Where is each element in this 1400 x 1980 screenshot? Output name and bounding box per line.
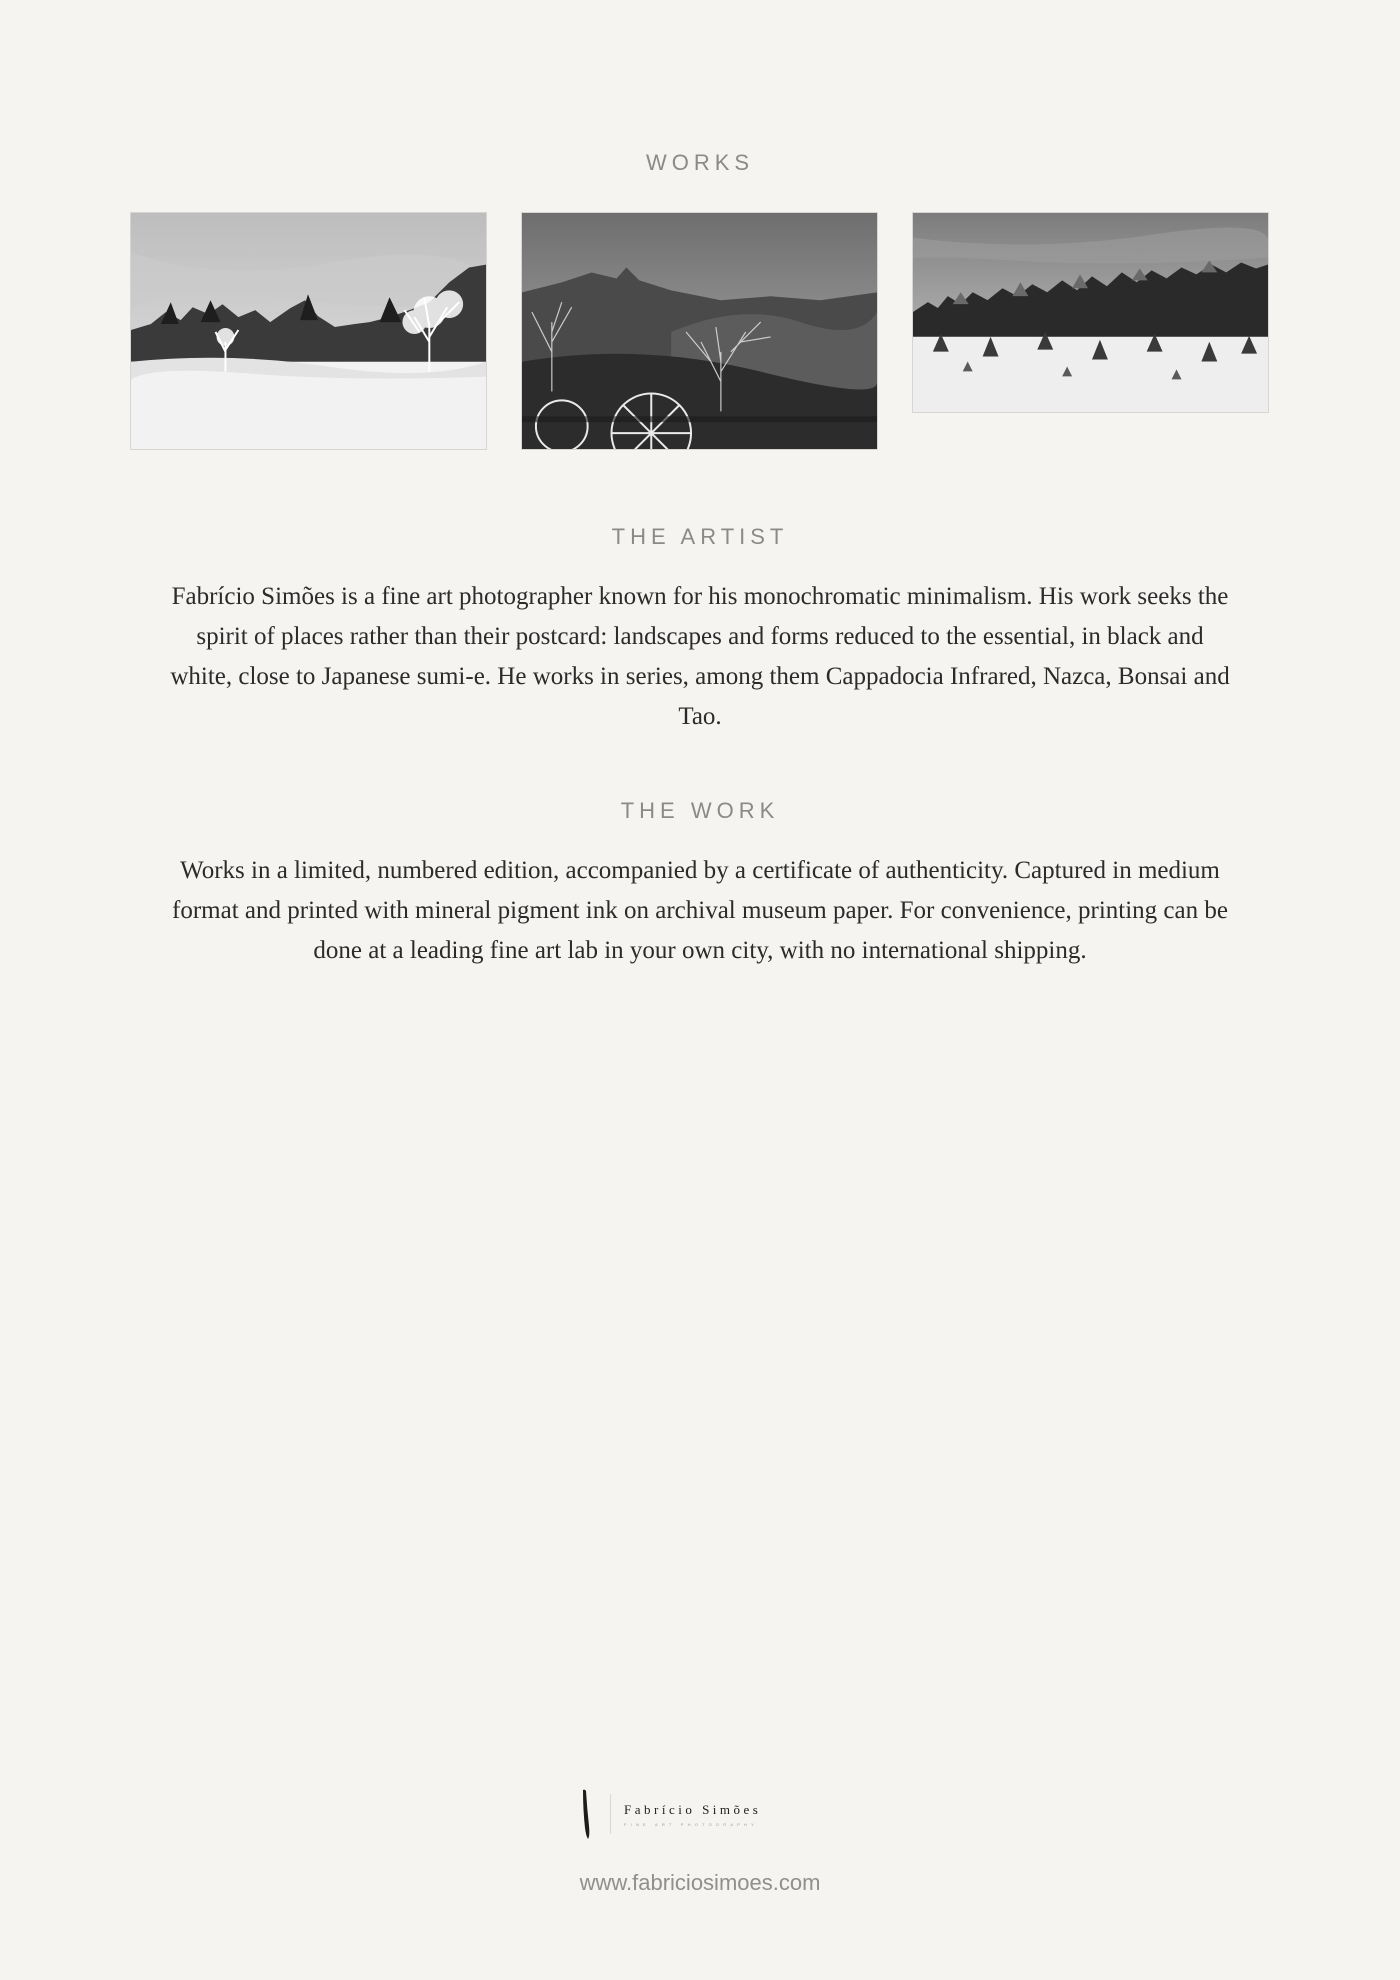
cappadocia-infrared-trees-photo[interactable]: [130, 212, 487, 450]
logo-divider: [610, 1794, 611, 1834]
work-description: Works in a limited, numbered edition, accompanied by a certificate of authenticity. Captured in medium format and printed with mineral pigment ink on archival museum paper. For convenience, printing can be done at a leading fine art lab in your own city, with no international shipping.: [172, 857, 1228, 964]
logo-name: Fabrício Simões: [624, 1802, 762, 1817]
photo-1-image: [131, 213, 486, 449]
footer-logo: [580, 1788, 820, 1840]
logo-tagline: FINE ART PHOTOGRAPHY: [624, 1822, 759, 1827]
artist-bio: Fabrício Simões is a fine art photographer known for his monochromatic minimalism. His work seeks the spirit of places rather than their postcard: landscapes and forms reduced to the essential, in black and white, close to Japanese sumi-e. He works in series, among them Cappadocia Infrared, Nazca, Bonsai and Tao.: [170, 583, 1230, 730]
works-heading: WORKS: [645, 150, 755, 175]
artist-heading: THE ARTIST: [611, 524, 789, 549]
work-heading: THE WORK: [620, 798, 780, 823]
photo-2-image: [522, 213, 877, 449]
cappadocia-fairy-chimneys-panorama-photo[interactable]: [912, 212, 1269, 413]
cappadocia-valley-cart-wheel-photo[interactable]: [521, 212, 878, 450]
website-link[interactable]: www.fabriciosimoes.com: [579, 1870, 821, 1895]
brush-stroke-icon: [580, 1788, 594, 1840]
photo-3-image: [913, 213, 1268, 412]
